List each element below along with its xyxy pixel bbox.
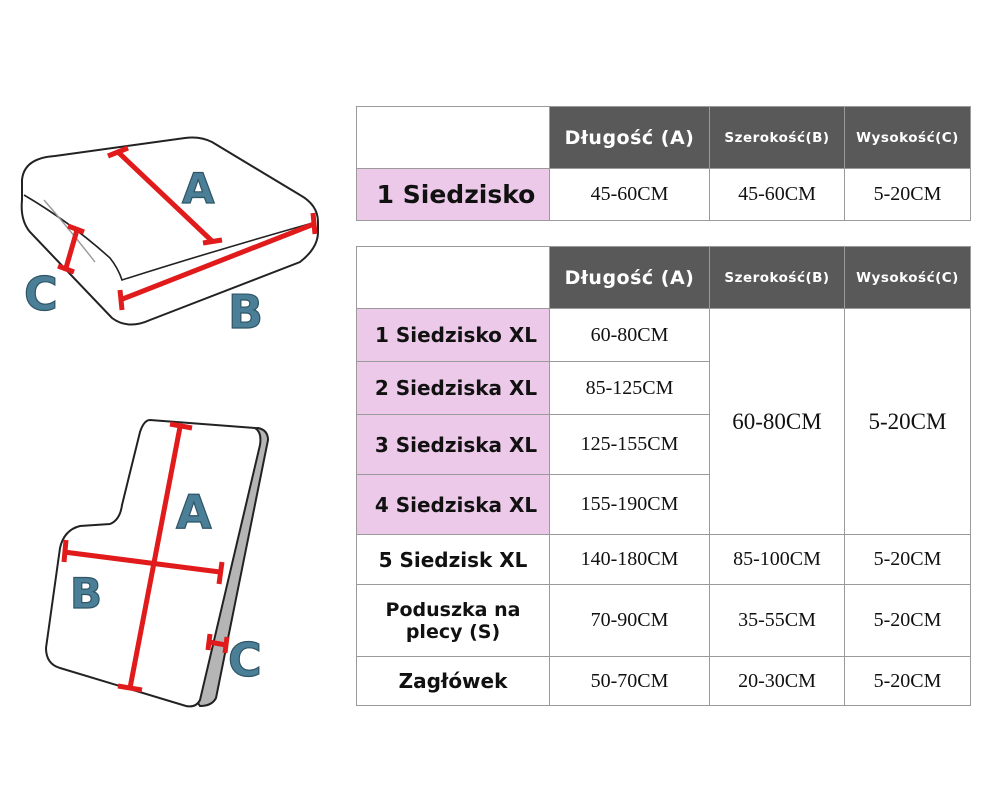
- back-label-c: C: [228, 633, 262, 687]
- row-label: 2 Siedziska XL: [357, 362, 550, 415]
- cell-width: 45-60CM: [710, 169, 845, 221]
- header-length: Długość (A): [550, 247, 710, 309]
- row-label: 1 Siedzisko XL: [357, 309, 550, 362]
- cell-length: 60-80CM: [550, 309, 710, 362]
- table-row: [357, 657, 971, 706]
- header-height: Wysokość(C): [845, 107, 971, 169]
- back-measure-c-cap2: [225, 637, 227, 653]
- back-measure-b-cap2: [219, 562, 222, 584]
- back-label-a: A: [176, 485, 212, 539]
- cell-length: 125-155CM: [550, 415, 710, 475]
- seat-cushion-outline: [22, 138, 318, 325]
- cell-height: 5-20CM: [845, 535, 971, 585]
- seat-cushion-diagram: [22, 138, 318, 340]
- seat-label-a: A: [182, 164, 215, 213]
- header-empty-cell: [357, 107, 550, 169]
- row-label: 5 Siedzisk XL: [357, 535, 550, 585]
- size-table-xl: [356, 246, 971, 706]
- back-measure-c-cap1: [208, 634, 210, 650]
- cell-length: 50-70CM: [550, 657, 710, 706]
- back-cushion-diagram: [46, 420, 268, 706]
- row-label: Zagłówek: [357, 657, 550, 706]
- table-row: [357, 309, 971, 362]
- cell-length: 45-60CM: [550, 169, 710, 221]
- cell-width: 20-30CM: [710, 657, 845, 706]
- row-label: Poduszka na plecy (S): [357, 585, 550, 657]
- row-label: 1 Siedzisko: [357, 169, 550, 221]
- row-label: 4 Siedziska XL: [357, 475, 550, 535]
- back-label-b: B: [70, 569, 103, 618]
- seat-measure-b-cap2: [313, 213, 315, 234]
- cell-height: 5-20CM: [845, 169, 971, 221]
- size-table-standard: [356, 106, 971, 221]
- seat-measure-a-cap2: [203, 240, 222, 243]
- cell-height-shared: 5-20CM: [845, 309, 971, 535]
- cell-length: 70-90CM: [550, 585, 710, 657]
- cell-width-shared: 60-80CM: [710, 309, 845, 535]
- cell-height: 5-20CM: [845, 657, 971, 706]
- header-empty-cell: [357, 247, 550, 309]
- cell-width: 85-100CM: [710, 535, 845, 585]
- table-row: [357, 585, 971, 657]
- cell-width: 35-55CM: [710, 585, 845, 657]
- header-width: Szerokość(B): [710, 247, 845, 309]
- cell-length: 155-190CM: [550, 475, 710, 535]
- header-height: Wysokość(C): [845, 247, 971, 309]
- cell-length: 85-125CM: [550, 362, 710, 415]
- back-measure-c: [209, 642, 226, 645]
- seat-label-b: B: [228, 285, 264, 339]
- row-label: 3 Siedziska XL: [357, 415, 550, 475]
- back-measure-b-cap1: [64, 540, 66, 562]
- header-length: Długość (A): [550, 107, 710, 169]
- seat-label-c: C: [24, 267, 58, 321]
- seat-measure-b-cap1: [120, 290, 122, 310]
- cell-length: 140-180CM: [550, 535, 710, 585]
- table-row: [357, 535, 971, 585]
- cell-height: 5-20CM: [845, 585, 971, 657]
- header-width: Szerokość(B): [710, 107, 845, 169]
